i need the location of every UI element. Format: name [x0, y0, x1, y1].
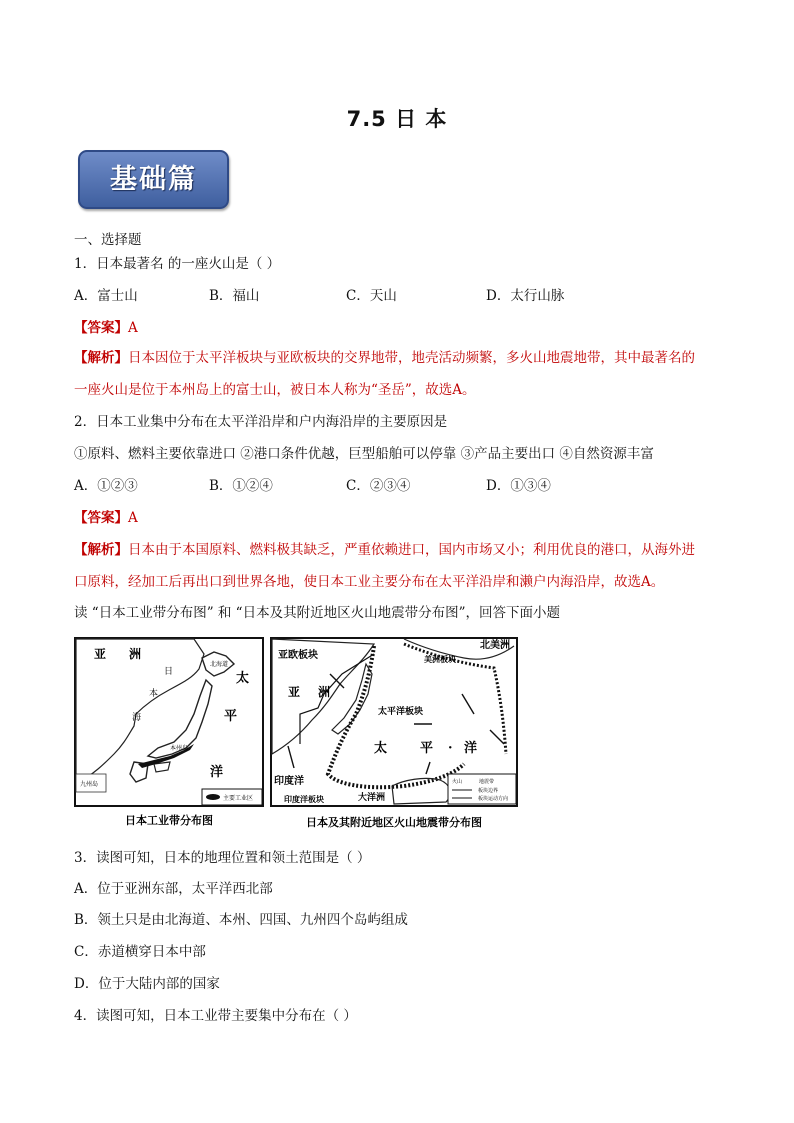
- map1-label-ya: 亚: [94, 647, 107, 661]
- map2-label-america-plate: 美洲板块: [424, 655, 456, 664]
- map2-label-oceania: 大洋洲: [358, 793, 386, 803]
- map1-caption: 日本工业带分布图: [125, 814, 213, 827]
- q1-analysis-line2: 一座火山是位于本州岛上的富士山，被日本人称为“圣岳”，故选A。: [74, 382, 476, 398]
- maps-intro: 读 “日本工业带分布图” 和 “日本及其附近地区火山地震带分布图”，回答下面小题: [74, 605, 560, 621]
- map2-label-zhou: 洲: [318, 685, 331, 699]
- q3-option-b: B．领土只是由北海道、本州、四国、九州四个岛屿组成: [74, 912, 408, 928]
- map1-label-hai: 海: [132, 713, 142, 723]
- map2-legend-volcano: 火山: [452, 779, 463, 785]
- map1-label-hokkaido: 北海道: [210, 661, 229, 668]
- q3-option-d: D．位于大陆内部的国家: [74, 976, 220, 992]
- map2-label-tai: 太: [374, 741, 388, 756]
- section-badge: [78, 150, 229, 209]
- q1-analysis-line1: [74, 346, 695, 366]
- map1-label-honshu: 本州岛: [170, 745, 189, 752]
- page-title: 7.5 日 本: [346, 107, 448, 131]
- q2-statements: ①原料、燃料主要依靠进口 ②港口条件优越，巨型船舶可以停靠 ③产品主要出口 ④自然资源丰富: [74, 446, 654, 462]
- q2-answer-label: 【答案】: [74, 510, 128, 526]
- q2-analysis-text1: 日本由于本国原料、燃料极其缺乏，严重依赖进口，国内市场又小；利用优良的港口，从海外进: [128, 542, 695, 558]
- map2-label-dot: ·: [448, 741, 453, 756]
- maps-figure: [74, 634, 524, 834]
- map2-legend-direction: 板块运动方向: [478, 796, 509, 802]
- map1-legend-symbol: [206, 794, 220, 800]
- map1-label-kyushu: 九州岛: [80, 781, 99, 788]
- q1-answer-label: 【答案】: [74, 320, 128, 336]
- map2-legend-quake: 地震带: [479, 779, 495, 785]
- map2-caption: 日本及其附近地区火山地震带分布图: [306, 816, 482, 829]
- map2-label-eurasian: 亚欧板块: [278, 650, 318, 661]
- q3-option-c: C．赤道横穿日本中部: [74, 944, 206, 960]
- q1-answer-line: [74, 316, 138, 336]
- maps-figure-svg: [74, 634, 524, 834]
- map1-label-zhou: 洲: [129, 647, 142, 661]
- q2-option-b: B．①②④: [209, 478, 273, 494]
- map2-legend-boundary: 板块边界: [478, 788, 499, 794]
- map1-label-ri: 日: [164, 667, 174, 677]
- map2-label-pacific-plate: 太平洋板块: [378, 707, 424, 717]
- q3-option-a: A．位于亚洲东部，太平洋西北部: [74, 881, 273, 897]
- q2-option-a: A．①②③: [74, 478, 138, 494]
- map2-label-indian-ocean: 印度洋: [274, 776, 304, 787]
- q2-analysis-label: 【解析】: [74, 542, 128, 558]
- q1-option-d: D．太行山脉: [486, 288, 565, 304]
- q2-analysis-line1: [74, 538, 695, 558]
- map2-label-ya: 亚: [288, 685, 301, 699]
- map2-label-indian-plate: 印度洋板块: [284, 795, 324, 804]
- q2-analysis-line2: 口原料，经加工后再出口到世界各地，使日本工业主要分布在太平洋沿岸和濑户内海沿岸，故选A。: [74, 574, 665, 590]
- q4-stem: 4．读图可知，日本工业带主要集中分布在（ ）: [74, 1008, 357, 1024]
- map2-label-north-america: 北美洲: [480, 640, 510, 651]
- map1-label-yang: 洋: [210, 765, 224, 780]
- q1-analysis-label: 【解析】: [74, 350, 128, 366]
- q2-option-c: C．②③④: [346, 478, 411, 494]
- q1-stem: 1．日本最著名 的一座火山是（ ）: [74, 256, 281, 272]
- q3-stem: 3．读图可知，日本的地理位置和领土范围是（ ）: [74, 850, 371, 866]
- map1-label-ping: 平: [224, 709, 238, 724]
- map2-label-ping: 平: [420, 741, 434, 756]
- q1-option-c: C．天山: [346, 288, 397, 304]
- q2-answer-line: [74, 506, 138, 526]
- map2-label-yang: 洋: [464, 741, 478, 756]
- map1-legend-label: 主要工业区: [223, 795, 254, 802]
- q2-option-d: D．①③④: [486, 478, 551, 494]
- section-badge-label: 基础篇: [110, 164, 197, 195]
- section-heading: 一、选择题: [74, 232, 142, 248]
- map1-label-ben: 本: [149, 689, 159, 699]
- q1-analysis-text1: 日本因位于太平洋板块与亚欧板块的交界地带，地壳活动频繁，多火山地震地带，其中最著名的: [128, 350, 695, 366]
- q1-answer-value: A: [128, 320, 138, 336]
- q1-option-a: A．富士山: [74, 288, 138, 304]
- q2-answer-value: A: [128, 510, 138, 526]
- map1-label-tai: 太: [236, 671, 250, 686]
- q2-stem: 2．日本工业集中分布在太平洋沿岸和户内海沿岸的主要原因是: [74, 414, 448, 430]
- q1-option-b: B．福山: [209, 288, 260, 304]
